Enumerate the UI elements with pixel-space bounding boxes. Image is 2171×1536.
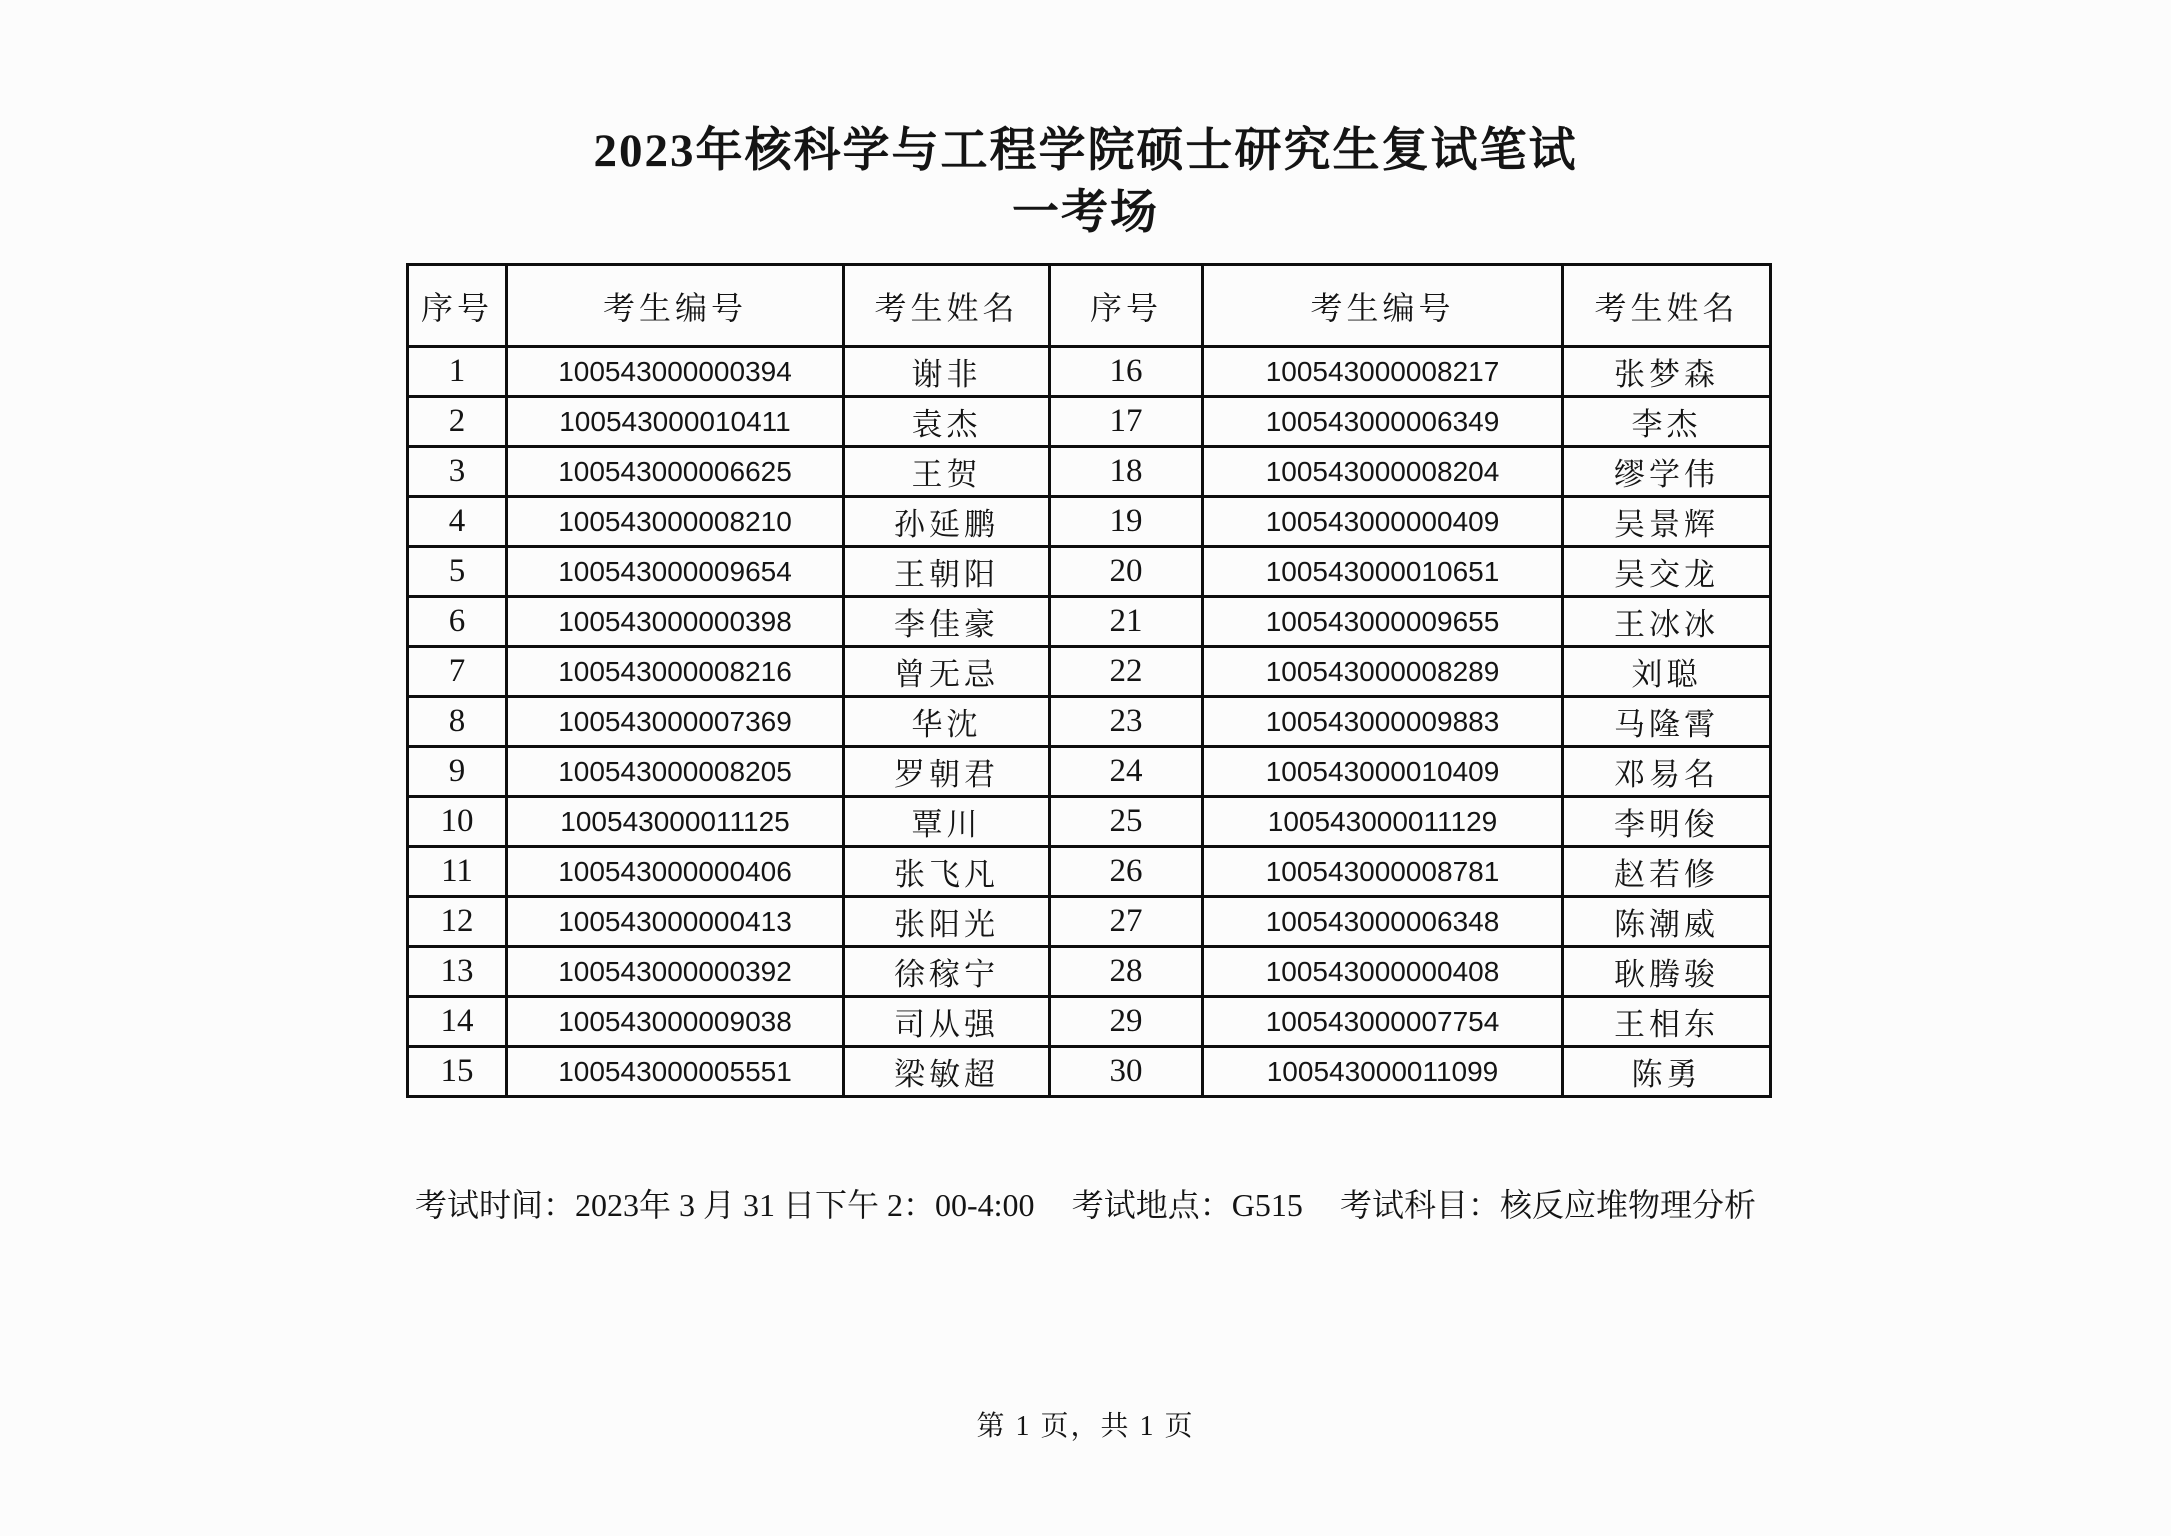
candidate-id-cell: 100543000010411	[507, 397, 844, 447]
header-candidate-id: 考生编号	[507, 265, 844, 347]
candidate-id-cell: 100543000006625	[507, 447, 844, 497]
seq-cell: 23	[1050, 697, 1203, 747]
candidate-name-cell: 李杰	[1563, 397, 1771, 447]
roster-body	[408, 347, 1771, 1097]
candidate-id-cell: 100543000008289	[1203, 647, 1563, 697]
seq-cell: 2	[408, 397, 507, 447]
candidate-name-cell: 罗朝君	[844, 747, 1050, 797]
header-candidate-id: 考生编号	[1203, 265, 1563, 347]
candidate-id-cell: 100543000010409	[1203, 747, 1563, 797]
candidate-id-cell: 100543000000398	[507, 597, 844, 647]
seq-cell: 3	[408, 447, 507, 497]
candidate-id-cell: 100543000010651	[1203, 547, 1563, 597]
header-seq: 序号	[408, 265, 507, 347]
candidate-id-cell: 100543000009654	[507, 547, 844, 597]
candidate-name-cell: 王冰冰	[1563, 597, 1771, 647]
candidate-id-cell: 100543000009655	[1203, 597, 1563, 647]
roster-row	[408, 997, 1771, 1047]
candidate-id-cell: 100543000006348	[1203, 897, 1563, 947]
roster-row	[408, 647, 1771, 697]
seq-cell: 7	[408, 647, 507, 697]
seq-cell: 17	[1050, 397, 1203, 447]
candidate-name-cell: 王朝阳	[844, 547, 1050, 597]
roster-row	[408, 447, 1771, 497]
roster-row	[408, 847, 1771, 897]
seq-cell: 20	[1050, 547, 1203, 597]
seq-cell: 21	[1050, 597, 1203, 647]
roster-header-row	[408, 265, 1771, 347]
candidate-name-cell: 徐稼宁	[844, 947, 1050, 997]
candidate-id-cell: 100543000008204	[1203, 447, 1563, 497]
roster-row	[408, 497, 1771, 547]
candidate-id-cell: 100543000000408	[1203, 947, 1563, 997]
candidate-roster-table	[406, 263, 1772, 1098]
candidate-id-cell: 100543000009038	[507, 997, 844, 1047]
page-number: 第 1 页，共 1 页	[976, 1411, 1195, 1442]
candidate-id-cell: 100543000000413	[507, 897, 844, 947]
seq-cell: 26	[1050, 847, 1203, 897]
seq-cell: 30	[1050, 1047, 1203, 1097]
roster-row	[408, 797, 1771, 847]
seq-cell: 11	[408, 847, 507, 897]
roster-row	[408, 1047, 1771, 1097]
roster-row	[408, 897, 1771, 947]
candidate-id-cell: 100543000011129	[1203, 797, 1563, 847]
candidate-id-cell: 100543000008781	[1203, 847, 1563, 897]
candidate-id-cell: 100543000006349	[1203, 397, 1563, 447]
candidate-name-cell: 马隆霄	[1563, 697, 1771, 747]
title-line-1: 2023年核科学与工程学院硕士研究生复试笔试	[593, 125, 1578, 177]
candidate-name-cell: 邓易名	[1563, 747, 1771, 797]
candidate-name-cell: 李明俊	[1563, 797, 1771, 847]
candidate-name-cell: 耿腾骏	[1563, 947, 1771, 997]
candidate-id-cell: 100543000000406	[507, 847, 844, 897]
candidate-id-cell: 100543000007369	[507, 697, 844, 747]
candidate-name-cell: 司从强	[844, 997, 1050, 1047]
roster-row	[408, 397, 1771, 447]
seq-cell: 6	[408, 597, 507, 647]
candidate-name-cell: 缪学伟	[1563, 447, 1771, 497]
candidate-name-cell: 华沈	[844, 697, 1050, 747]
candidate-name-cell: 梁敏超	[844, 1047, 1050, 1097]
seq-cell: 27	[1050, 897, 1203, 947]
exam-location: 考试地点：G515	[1071, 1187, 1303, 1223]
candidate-name-cell: 张阳光	[844, 897, 1050, 947]
candidate-name-cell: 覃川	[844, 797, 1050, 847]
candidate-name-cell: 李佳豪	[844, 597, 1050, 647]
candidate-name-cell: 王贺	[844, 447, 1050, 497]
seq-cell: 12	[408, 897, 507, 947]
exam-time: 考试时间：2023年 3 月 31 日下午 2：00-4:00	[415, 1187, 1035, 1223]
candidate-id-cell: 100543000007754	[1203, 997, 1563, 1047]
roster-row	[408, 747, 1771, 797]
candidate-id-cell: 100543000011125	[507, 797, 844, 847]
roster-row	[408, 697, 1771, 747]
exam-info-line	[415, 1183, 1756, 1227]
seq-cell: 15	[408, 1047, 507, 1097]
seq-cell: 4	[408, 497, 507, 547]
seq-cell: 24	[1050, 747, 1203, 797]
candidate-name-cell: 袁杰	[844, 397, 1050, 447]
roster-row	[408, 547, 1771, 597]
candidate-name-cell: 曾无忌	[844, 647, 1050, 697]
seq-cell: 25	[1050, 797, 1203, 847]
roster-header	[408, 265, 1771, 347]
seq-cell: 5	[408, 547, 507, 597]
candidate-id-cell: 100543000008217	[1203, 347, 1563, 397]
roster-row	[408, 597, 1771, 647]
seq-cell: 8	[408, 697, 507, 747]
seq-cell: 13	[408, 947, 507, 997]
candidate-id-cell: 100543000011099	[1203, 1047, 1563, 1097]
candidate-name-cell: 王相东	[1563, 997, 1771, 1047]
seq-cell: 19	[1050, 497, 1203, 547]
seq-cell: 14	[408, 997, 507, 1047]
candidate-name-cell: 张梦森	[1563, 347, 1771, 397]
candidate-name-cell: 陈勇	[1563, 1047, 1771, 1097]
header-seq: 序号	[1050, 265, 1203, 347]
candidate-name-cell: 刘聪	[1563, 647, 1771, 697]
title-line-2: 一考场	[1012, 187, 1159, 239]
candidate-id-cell: 100543000008210	[507, 497, 844, 547]
candidate-id-cell: 100543000008205	[507, 747, 844, 797]
candidate-id-cell: 100543000005551	[507, 1047, 844, 1097]
seq-cell: 9	[408, 747, 507, 797]
document-title	[0, 120, 2171, 244]
candidate-id-cell: 100543000000394	[507, 347, 844, 397]
candidate-name-cell: 吴交龙	[1563, 547, 1771, 597]
candidate-name-cell: 赵若修	[1563, 847, 1771, 897]
roster-row	[408, 347, 1771, 397]
candidate-name-cell: 孙延鹏	[844, 497, 1050, 547]
candidate-id-cell: 100543000009883	[1203, 697, 1563, 747]
seq-cell: 1	[408, 347, 507, 397]
seq-cell: 22	[1050, 647, 1203, 697]
candidate-name-cell: 谢非	[844, 347, 1050, 397]
exam-subject: 考试科目：核反应堆物理分析	[1339, 1187, 1756, 1223]
header-candidate-name: 考生姓名	[844, 265, 1050, 347]
candidate-name-cell: 张飞凡	[844, 847, 1050, 897]
seq-cell: 29	[1050, 997, 1203, 1047]
roster-row	[408, 947, 1771, 997]
seq-cell: 10	[408, 797, 507, 847]
seq-cell: 16	[1050, 347, 1203, 397]
seq-cell: 18	[1050, 447, 1203, 497]
candidate-id-cell: 100543000000409	[1203, 497, 1563, 547]
candidate-id-cell: 100543000008216	[507, 647, 844, 697]
header-candidate-name: 考生姓名	[1563, 265, 1771, 347]
candidate-id-cell: 100543000000392	[507, 947, 844, 997]
candidate-name-cell: 吴景辉	[1563, 497, 1771, 547]
seq-cell: 28	[1050, 947, 1203, 997]
candidate-name-cell: 陈潮威	[1563, 897, 1771, 947]
